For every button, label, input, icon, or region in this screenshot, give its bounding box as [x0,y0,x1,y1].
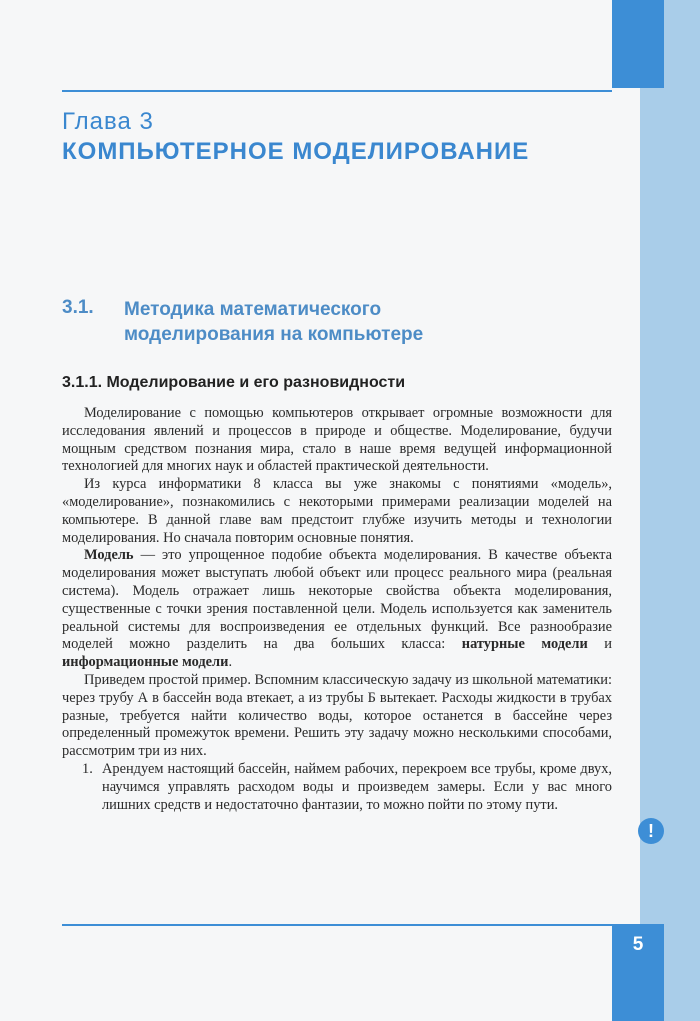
section-number: 3.1. [62,297,94,318]
paragraph-2: Из курса информатики 8 класса вы уже знакомы с понятиями «модель», «моделирование», познакомились с некоторыми примерами реализации моделей на компьютере. В данной главе вам предстоит глубже изучить методы и технологии моделирования. Но сначала повторим основные понятия. [62,476,612,546]
term-natural-models: натурные модели [461,636,588,653]
paragraph-3 [62,547,612,672]
chapter-title: КОМПЬЮТЕРНОЕ МОДЕЛИРОВАНИЕ [62,138,530,165]
paragraph-3-text: — это упрощенное подобие объекта моделирования. В качестве объекта моделирования может выступать любой объект или процесс реального мира (реальная система). Модель отражает лишь некоторые свойства объекта моделирования, существенные с точки зрения поставленной цели. Модель используется как заменитель реальной системы для воспроизведения ее отдельных функций. Все разнообразие моделей можно разделить на два больших класса: [62,547,612,653]
bottom-divider [62,924,612,926]
body-text [62,405,612,814]
paragraph-1: Моделирование с помощью компьютеров открывает огромные возможности для исследования явлений и процессов в природе и обществе. Моделирование, будучи мощным средством познания мира, стало в наше время ведущей информационной технологией для многих наук и областей практической деятельности. [62,405,612,475]
page-number: 5 [632,934,644,955]
section-title-line2: моделирования на компьютере [124,324,424,345]
term-model: Модель [84,547,134,564]
term-information-models: информационные модели [62,654,229,671]
paragraph-4: Приведем простой пример. Вспомним классическую задачу из школьной математики: через трубу А в бассейн вода втекает, а из трубы Б вытекает. Расходы жидкости в трубах разные, требуется найти количество воды, которое останется в бассейне через определенный промежуток времени. Решить эту задачу можно несколькими способами, рассмотрим три из них. [62,671,612,760]
list-item-1 [62,761,612,814]
list-marker-1: 1. [82,760,93,777]
top-divider [62,90,612,92]
section-title-line1: Методика математического [124,299,382,320]
paragraph-3-mid: и [587,636,612,653]
top-color-tab [612,0,664,88]
chapter-number: Глава 3 [62,108,154,135]
subsection-title: 3.1.1. Моделирование и его разновидности [62,374,406,391]
margin-stripe [640,0,700,1021]
paragraph-3-end: . [228,654,233,671]
exclamation-icon: ! [638,818,664,844]
section-title [124,297,544,347]
list-item-1-text: Арендуем настоящий бассейн, наймем рабочих, перекроем все трубы, кроме двух, научимся управлять расходом воды и произведем замеры. Если у вас много лишних средств и недостаточно фантазии, то можно пойти по этому пути. [102,760,612,813]
